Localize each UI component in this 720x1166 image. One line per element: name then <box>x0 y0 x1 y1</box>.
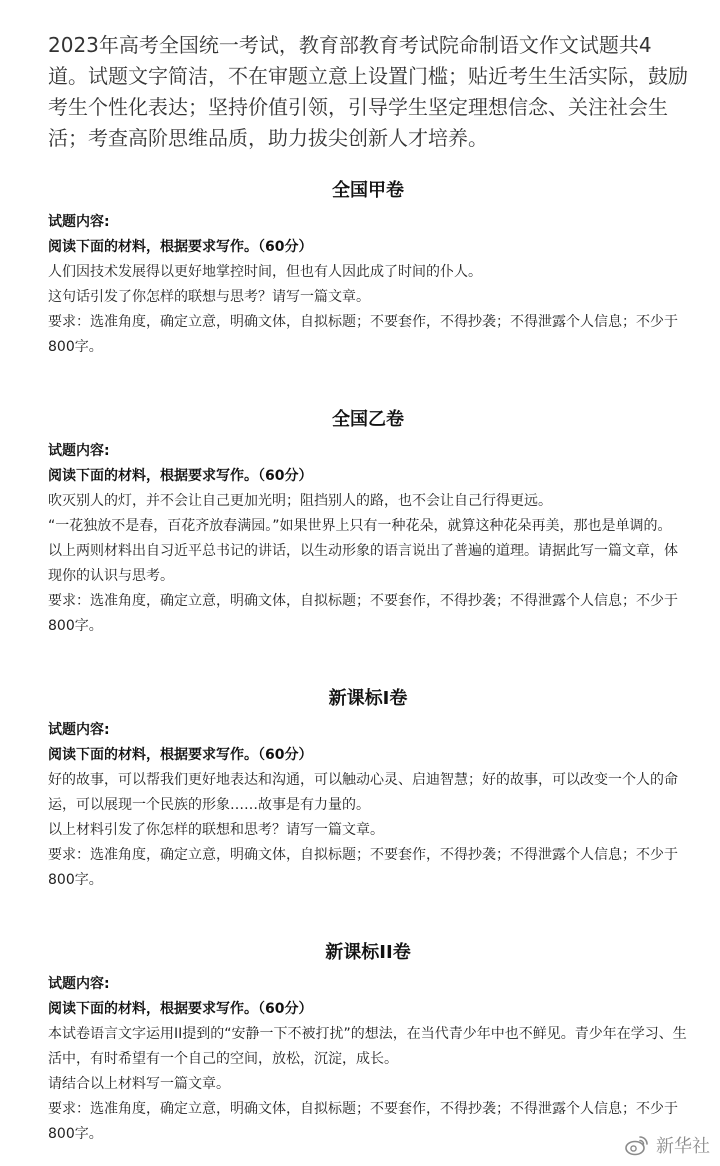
intro-paragraph: 2023年高考全国统一考试，教育部教育考试院命制语文作文试题共4道。试题文字简洁，不在审题立意上设置门槛；贴近考生生活实际，鼓励考生个性化表达；坚持价值引领，引导学生坚定理想信念、关注社会生活；考查高阶思维品质，助力拔尖创新人才培养。 <box>48 33 688 150</box>
watermark <box>624 1132 710 1158</box>
watermark-text: 新华社 <box>656 1136 710 1157</box>
section-title: 新课标I卷 <box>328 688 408 709</box>
section-instruction: 阅读下面的材料，根据要求写作。（60分） <box>48 239 313 255</box>
section-instruction: 阅读下面的材料，根据要求写作。（60分） <box>48 747 313 763</box>
section-label: 试题内容: <box>48 443 110 459</box>
section-label: 试题内容: <box>48 976 110 992</box>
section-label: 试题内容: <box>48 722 110 738</box>
section-title: 全国乙卷 <box>332 409 404 430</box>
section-line: 要求：选准角度，确定立意，明确文体，自拟标题；不要套作，不得抄袭；不得泄露个人信息；不少于800字。 <box>48 314 678 355</box>
section-label: 试题内容: <box>48 214 110 230</box>
section-line: 要求：选准角度，确定立意，明确文体，自拟标题；不要套作，不得抄袭；不得泄露个人信息；不少于800字。 <box>48 847 678 888</box>
section-line: 吹灭别人的灯，并不会让自己更加光明；阻挡别人的路，也不会让自己行得更远。 <box>48 493 552 509</box>
section-line: 好的故事，可以帮我们更好地表达和沟通，可以触动心灵、启迪智慧；好的故事，可以改变一个人的命运，可以展现一个民族的形象……故事是有力量的。 <box>48 772 678 813</box>
section-line: 以上两则材料出自习近平总书记的讲话，以生动形象的语言说出了普遍的道理。请据此写一篇文章，体现你的认识与思考。 <box>48 543 678 584</box>
section-line: 请结合以上材料写一篇文章。 <box>48 1076 230 1092</box>
exam-section-new-curriculum-1 <box>48 686 688 893</box>
exam-section-new-curriculum-2 <box>48 940 688 1147</box>
section-instruction: 阅读下面的材料，根据要求写作。（60分） <box>48 468 313 484</box>
section-line: “一花独放不是春，百花齐放春满园。”如果世界上只有一种花朵，就算这种花朵再美，那也是单调的。 <box>48 518 672 534</box>
section-instruction: 阅读下面的材料，根据要求写作。（60分） <box>48 1001 313 1017</box>
section-line: 要求：选准角度，确定立意，明确文体，自拟标题；不要套作，不得抄袭；不得泄露个人信息；不少于800字。 <box>48 1101 678 1142</box>
section-line: 要求：选准角度，确定立意，明确文体，自拟标题；不要套作，不得抄袭；不得泄露个人信息；不少于800字。 <box>48 593 678 634</box>
section-title: 全国甲卷 <box>332 180 404 201</box>
section-line: 这句话引发了你怎样的联想与思考？请写一篇文章。 <box>48 289 370 305</box>
section-line: 人们因技术发展得以更好地掌控时间，但也有人因此成了时间的仆人。 <box>48 264 482 280</box>
exam-section-national-a <box>48 178 688 360</box>
section-title: 新课标II卷 <box>325 942 411 963</box>
section-line: 本试卷语言文字运用II提到的“安静一下不被打扰”的想法，在当代青少年中也不鲜见。青少年在学习、生活中，有时希望有一个自己的空间，放松，沉淀，成长。 <box>48 1026 687 1067</box>
weibo-icon <box>624 1134 650 1156</box>
section-line: 以上材料引发了你怎样的联想和思考？请写一篇文章。 <box>48 822 384 838</box>
exam-section-national-b <box>48 407 688 639</box>
